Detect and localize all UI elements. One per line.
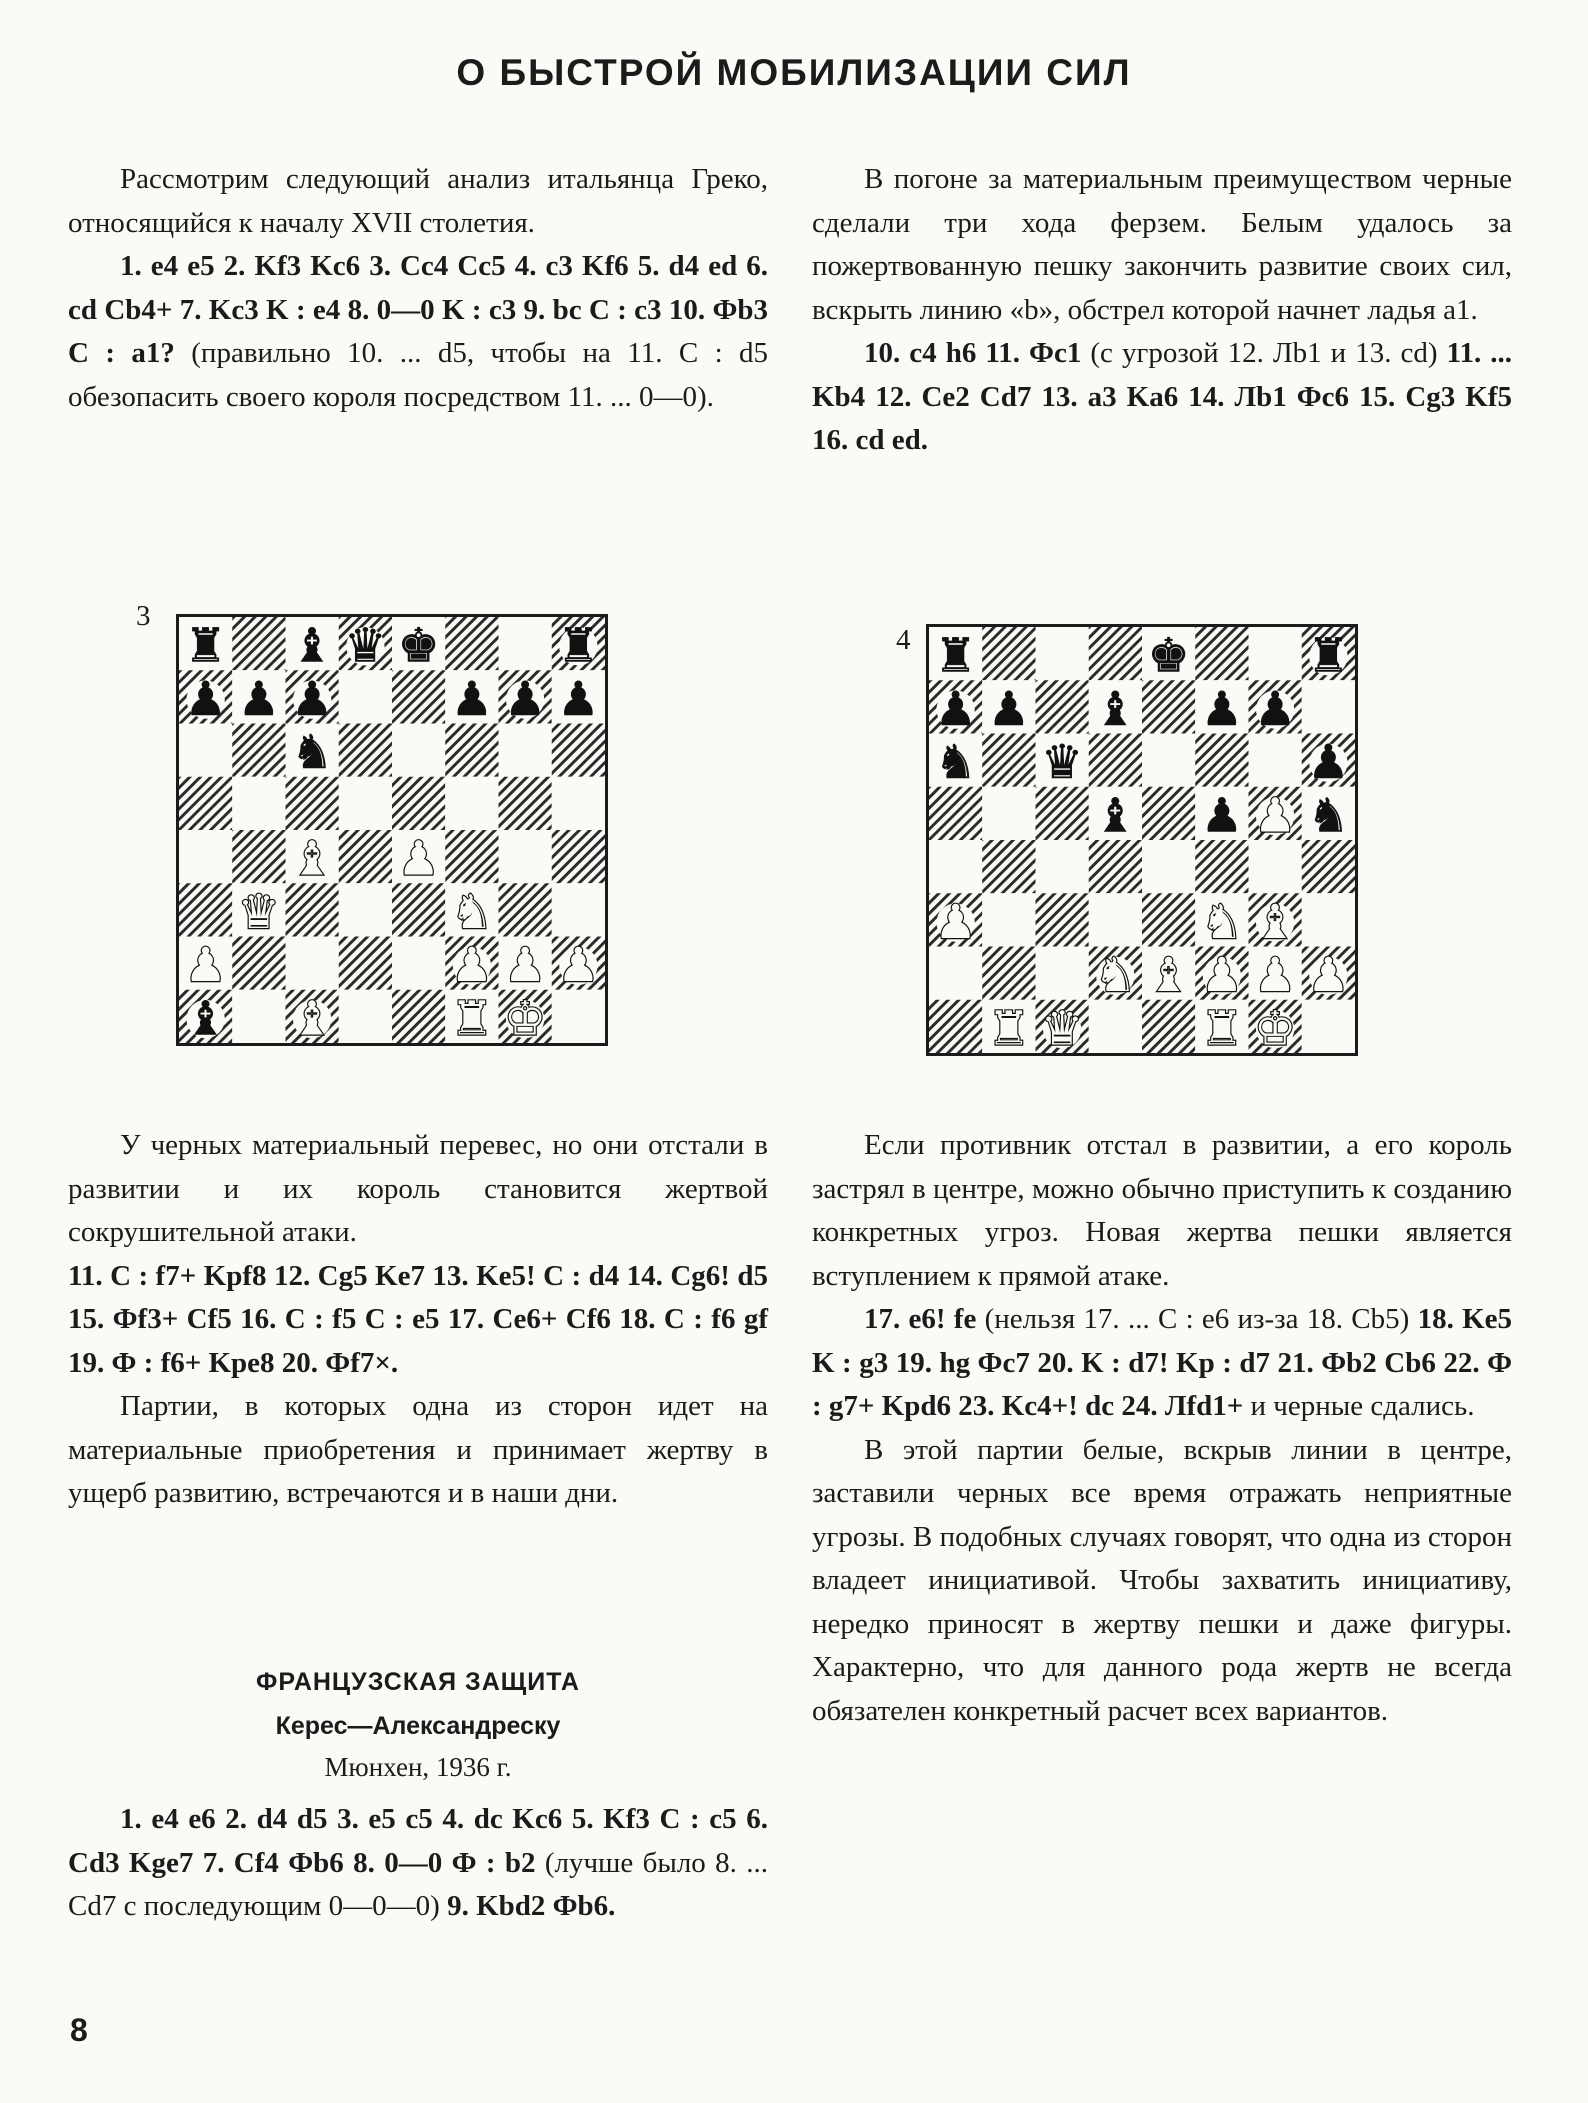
- square-a5: [929, 787, 982, 840]
- white-rook-icon: [451, 992, 493, 1043]
- square-a2: [929, 947, 982, 1000]
- square-f6: [1195, 734, 1248, 787]
- black-knight-icon: [1307, 789, 1349, 843]
- black-knight-icon: [291, 726, 333, 780]
- square-d3: [1089, 893, 1142, 946]
- chessboard-3: [176, 614, 608, 1046]
- square-c2: [1036, 947, 1089, 1000]
- chessboard-4-grid: [929, 627, 1355, 1053]
- black-bishop-icon: [185, 992, 227, 1043]
- black-rook-icon: [1307, 630, 1349, 684]
- square-h4: [1302, 840, 1355, 893]
- square-g6: [499, 724, 552, 777]
- square-g8: [499, 617, 552, 670]
- square-b6: [232, 724, 285, 777]
- white-bishop-icon: [291, 833, 333, 887]
- keres-moves: 1. e4 e6 2. d4 d5 3. e5 c5 4. dc Kc6 5. Kf3 C : c5 6. Cd3 Kge7 7. Cf4 Фb6 8. 0—0 Ф : b2: [68, 1803, 768, 1879]
- square-a4: [179, 830, 232, 883]
- game-players: Керес—Александреску: [275, 1712, 561, 1740]
- square-e3: [1142, 893, 1195, 946]
- black-pawn-icon: [185, 673, 227, 727]
- square-f4: [445, 830, 498, 883]
- black-pawn-icon: [291, 673, 333, 727]
- keres-moves-10b: 11. ... Kb4 12. Ce2 Cd7 13. a3 Ka6 14. Лb1 Фc6 15. Cg3 Kf5 16. cd ed.: [812, 337, 1513, 456]
- square-c4: [1036, 840, 1089, 893]
- material-paragraph: Партии, в которых одна из сторон идет на материальные приобретения и принимает жертву в ущерб развитию, встречаются и в наши дни.: [68, 1390, 768, 1509]
- keres-moves-block: [68, 1798, 768, 1929]
- square-h4: [552, 830, 605, 883]
- square-c3: [1036, 893, 1089, 946]
- black-king-icon: [398, 620, 440, 674]
- white-pawn-icon: [451, 939, 493, 993]
- square-a5: [179, 777, 232, 830]
- greco-moves-2: 11. C : f7+ Kpf8 12. Cg5 Ke7 13. Ke5! C : d4 14. Cg6! d5 15. Фf3+ Cf5 16. C : f5 C : e5 17. Ce6+ Cf6 18. C : f6 gf 19. Ф : f6+ Kpe8 20. Фf7×.: [68, 1259, 768, 1379]
- square-a4: [929, 840, 982, 893]
- keres-moves-17-paragraph: [812, 1298, 1512, 1429]
- square-a3: [179, 883, 232, 936]
- diagram-4-number: 4: [896, 624, 911, 656]
- keres-moves-10-paragraph: [812, 332, 1512, 463]
- square-c8: [1036, 627, 1089, 680]
- white-bishop-icon: [1148, 949, 1190, 1003]
- square-g4: [499, 830, 552, 883]
- left-column-bottom: [68, 1124, 768, 1516]
- square-e3: [392, 883, 445, 936]
- square-g3: [499, 883, 552, 936]
- square-f8: [445, 617, 498, 670]
- black-pawn-icon: [988, 683, 1030, 737]
- left-column-top: [68, 158, 768, 419]
- white-pawn-icon: [1201, 949, 1243, 1003]
- keres-moves-paragraph: [68, 1798, 768, 1929]
- white-pawn-icon: [398, 833, 440, 887]
- square-h1: [1302, 1000, 1355, 1053]
- square-c7: [1036, 680, 1089, 733]
- black-king-icon: [1148, 630, 1190, 684]
- square-a1: [929, 1000, 982, 1053]
- white-knight-icon: [451, 886, 493, 940]
- black-bishop-icon: [1094, 789, 1136, 843]
- square-f8: [1195, 627, 1248, 680]
- keres-moves-end: 9. Kbd2 Фb6.: [447, 1890, 616, 1922]
- greco-moves-paragraph: [68, 245, 768, 419]
- chessboard-3-grid: [179, 617, 605, 1043]
- square-e1: [392, 990, 445, 1043]
- square-h3: [1302, 893, 1355, 946]
- square-h7: [1302, 680, 1355, 733]
- after-diagram-3-paragraph: У черных материальный перевес, но они отстали в развитии и их король становится жертвой сокрушительной атаки.: [68, 1129, 768, 1248]
- keres-moves-17-end: и черные сдались.: [1250, 1390, 1475, 1422]
- square-d8: [1089, 627, 1142, 680]
- white-queen-icon: [238, 886, 280, 940]
- black-pawn-icon: [1201, 789, 1243, 843]
- keres-moves-10-note: (с угрозой 12. Лb1 и 13. cd): [1090, 337, 1438, 369]
- square-b8: [982, 627, 1035, 680]
- square-d3: [339, 883, 392, 936]
- right-column-top: [812, 158, 1512, 463]
- keres-moves-10a: 10. c4 h6 11. Фc1: [864, 337, 1082, 369]
- right-intro-paragraph: В погоне за материальным преимуществом черные сделали три хода ферзем. Белым удалось за пожертвованную пешку закончить развитие своих сил, вскрыть линию «b», обстрел которой начнет ладья a1.: [812, 163, 1512, 326]
- black-pawn-icon: [238, 673, 280, 727]
- square-e1: [1142, 1000, 1195, 1053]
- square-d5: [339, 777, 392, 830]
- square-f5: [445, 777, 498, 830]
- initiative-paragraph: В этой партии белые, вскрыв линии в центре, заставили черных все время отражать неприятные угрозы. В подобных случаях говорят, что одна из сторон владеет инициативой. Чтобы захватить инициативу, нередко приносят в жертву пешки и даже фигуры. Характерно, что для данного рода жертв не всегда обязателен конкретный расчет всех вариантов.: [812, 1433, 1512, 1727]
- square-h6: [552, 724, 605, 777]
- black-rook-icon: [935, 630, 977, 684]
- square-b5: [232, 777, 285, 830]
- square-e6: [392, 724, 445, 777]
- white-pawn-icon: [935, 896, 977, 950]
- white-queen-icon: [1041, 1002, 1083, 1053]
- square-c5: [286, 777, 339, 830]
- black-queen-icon: [344, 620, 386, 674]
- black-pawn-icon: [557, 673, 599, 727]
- square-g5: [499, 777, 552, 830]
- square-e7: [1142, 680, 1195, 733]
- black-rook-icon: [185, 620, 227, 674]
- square-b1: [232, 990, 285, 1043]
- square-h3: [552, 883, 605, 936]
- square-d4: [1089, 840, 1142, 893]
- white-rook-icon: [1201, 1002, 1243, 1053]
- black-pawn-icon: [1254, 683, 1296, 737]
- square-e5: [1142, 787, 1195, 840]
- square-c2: [286, 937, 339, 990]
- white-pawn-icon: [1254, 949, 1296, 1003]
- black-pawn-icon: [451, 673, 493, 727]
- keres-moves-17b: 18. Ke5 K : g3 19. hg Фc7 20. K : d7! Kp : d7 21. Фb2 Cb6 22. Ф : g7+ Kpd6 23. Kc4+! dc 24. Лfd1+: [812, 1303, 1513, 1422]
- square-g8: [1249, 627, 1302, 680]
- square-c5: [1036, 787, 1089, 840]
- black-knight-icon: [935, 736, 977, 790]
- square-d2: [339, 937, 392, 990]
- intro-paragraph: Рассмотрим следующий анализ итальянца Греко, относящийся к началу XVII столетия.: [68, 163, 768, 239]
- white-bishop-icon: [1254, 896, 1296, 950]
- section-title: ФРАНЦУЗСКАЯ ЗАЩИТА: [256, 1668, 580, 1696]
- diagram-3-number: 3: [136, 600, 151, 632]
- square-b8: [232, 617, 285, 670]
- page-title: О БЫСТРОЙ МОБИЛИЗАЦИИ СИЛ: [456, 52, 1132, 93]
- square-f4: [1195, 840, 1248, 893]
- square-b2: [982, 947, 1035, 1000]
- white-bishop-icon: [291, 992, 333, 1043]
- square-e7: [392, 670, 445, 723]
- square-e6: [1142, 734, 1195, 787]
- white-pawn-icon: [1307, 949, 1349, 1003]
- keres-moves-note: (лучше было 8. ... Cd7 с последующим 0—0—0): [68, 1846, 768, 1922]
- square-b5: [982, 787, 1035, 840]
- square-b3: [982, 893, 1035, 946]
- black-pawn-icon: [1201, 683, 1243, 737]
- square-d6: [1089, 734, 1142, 787]
- keres-moves-17a: 17. e6! fe: [864, 1303, 977, 1335]
- square-d1: [339, 990, 392, 1043]
- black-bishop-icon: [1094, 683, 1136, 737]
- square-b4: [232, 830, 285, 883]
- black-bishop-icon: [291, 620, 333, 674]
- greco-moves: 1. e4 e5 2. Kf3 Kc6 3. Cc4 Cc5 4. c3 Kf6 5. d4 ed 6. cd Cb4+ 7. Kc3 K : e4 8. 0—0 K : c3 9. bc C : c3 10. Фb3 C : a1?: [68, 250, 768, 369]
- white-king-icon: [504, 992, 546, 1043]
- square-d7: [339, 670, 392, 723]
- white-pawn-icon: [504, 939, 546, 993]
- square-e2: [392, 937, 445, 990]
- greco-moves-note: (правильно 10. ... d5, чтобы на 11. C : d5 обезопасить своего короля посредством 11. ... 0—0).: [68, 337, 769, 413]
- page-number: 8: [70, 2012, 88, 2048]
- white-rook-icon: [988, 1002, 1030, 1053]
- square-b2: [232, 937, 285, 990]
- square-f6: [445, 724, 498, 777]
- white-pawn-icon: [557, 939, 599, 993]
- black-pawn-icon: [1307, 736, 1349, 790]
- game-place: Мюнхен, 1936 г.: [324, 1752, 512, 1782]
- after-diagram-4-paragraph: Если противник отстал в развитии, а его король застрял в центре, можно обычно приступить к созданию конкретных угроз. Новая жертва пешки является вступлением к прямой атаке.: [812, 1129, 1512, 1292]
- square-h1: [552, 990, 605, 1043]
- square-g6: [1249, 734, 1302, 787]
- square-c3: [286, 883, 339, 936]
- black-queen-icon: [1041, 736, 1083, 790]
- white-knight-icon: [1201, 896, 1243, 950]
- square-d4: [339, 830, 392, 883]
- chessboard-4: [926, 624, 1358, 1056]
- greco-moves-continuation: [68, 1255, 768, 1386]
- square-h5: [552, 777, 605, 830]
- square-g4: [1249, 840, 1302, 893]
- black-pawn-icon: [504, 673, 546, 727]
- square-a6: [179, 724, 232, 777]
- white-king-icon: [1254, 1002, 1296, 1053]
- square-b6: [982, 734, 1035, 787]
- square-b4: [982, 840, 1035, 893]
- square-d6: [339, 724, 392, 777]
- square-e4: [1142, 840, 1195, 893]
- black-rook-icon: [557, 620, 599, 674]
- right-column-bottom: [812, 1124, 1512, 1733]
- square-e5: [392, 777, 445, 830]
- black-pawn-icon: [935, 683, 977, 737]
- square-d1: [1089, 1000, 1142, 1053]
- keres-moves-17-note: (нельзя 17. ... C : e6 из-за 18. Cb5): [984, 1303, 1410, 1335]
- white-knight-icon: [1094, 949, 1136, 1003]
- white-pawn-icon: [185, 939, 227, 993]
- white-pawn-icon: [1254, 789, 1296, 843]
